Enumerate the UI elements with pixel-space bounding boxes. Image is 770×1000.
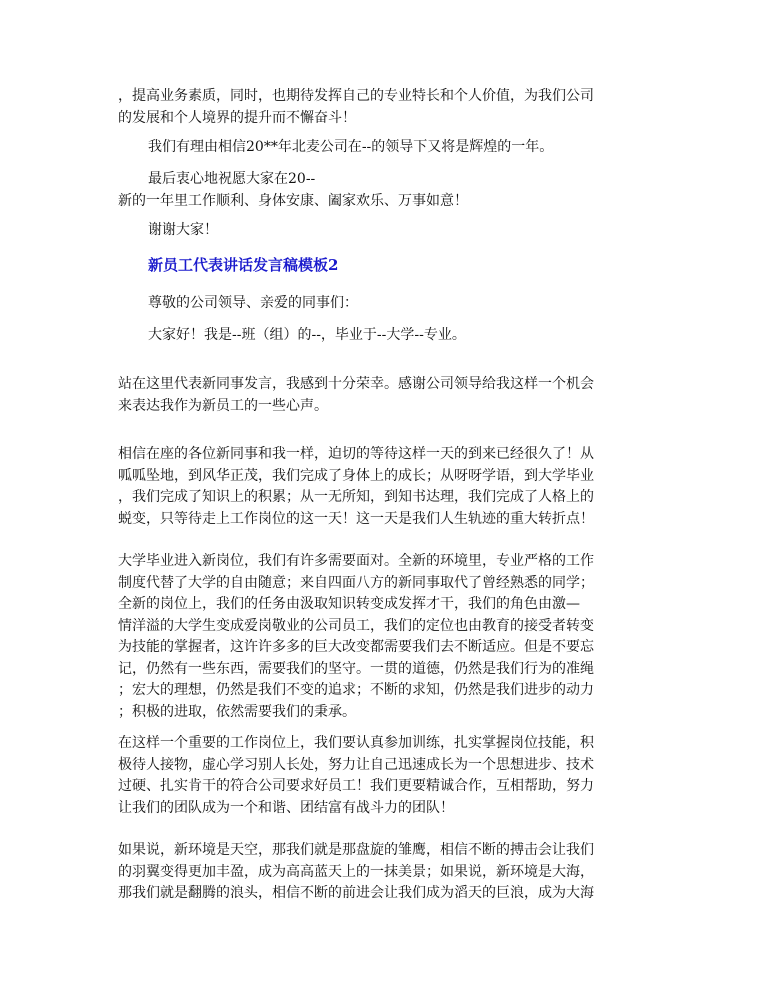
text-line: 来表达我作为新员工的一些心声。 <box>118 397 328 414</box>
text-line: 新的一年里工作顺利、身体安康、阖家欢乐、万事如意！ <box>118 192 468 209</box>
text-line: 我们有理由相信20**年北麦公司在--的领导下又将是辉煌的一年。 <box>148 139 554 155</box>
text-line: 尊敬的公司领导、亲爱的同事们： <box>148 295 358 311</box>
text-line: 在这样一个重要的工作岗位上，我们要认真参加训练，扎实掌握岗位技能，积 <box>118 735 594 751</box>
text-line: 的羽翼变得更加丰盈，成为高高蓝天上的一抹美景；如果说，新环境是大海， <box>118 863 594 880</box>
text-line: ；积极的进取，依然需要我们的秉承。 <box>118 703 356 720</box>
text-line: 那我们就是翻腾的浪头，相信不断的前进会让我们成为滔天的巨浪，成为大海 <box>118 885 594 901</box>
text-line: 全新的岗位上，我们的任务由汲取知识转变成发挥才干，我们的角色由激— <box>118 596 580 612</box>
greeting-paragraph <box>148 293 678 315</box>
text-line: 呱呱坠地，到风华正茂，我们完成了身体上的成长；从呀呀学语，到大学毕业 <box>118 467 594 484</box>
text-line: 为技能的掌握者，这许许多多的巨大改变都需要我们去不断适应。但是不要忘 <box>118 639 594 655</box>
body-paragraph-1 <box>118 374 648 417</box>
thanks-paragraph <box>148 220 678 242</box>
body-paragraph-4 <box>118 733 648 819</box>
body-paragraph-3 <box>118 551 648 723</box>
body-paragraph-5 <box>118 840 648 905</box>
intro-paragraph <box>118 86 648 129</box>
text-line: 极待人接物，虚心学习别人长处，努力让自己迅速成长为一个思想进步、技术 <box>118 756 594 773</box>
blessing-paragraph <box>118 169 648 212</box>
text-line: ；宏大的理想，仍然是我们不变的追求；不断的求知，仍然是我们进步的动力 <box>118 682 594 698</box>
text-line: 站在这里代表新同事发言，我感到十分荣幸。感谢公司领导给我这样一个机会 <box>118 376 594 392</box>
text-line: 蜕变，只等待走上工作岗位的这一天！这一天是我们人生轨迹的重大转折点！ <box>118 510 594 527</box>
text-line: ，提高业务素质，同时，也期待发挥自己的专业特长和个人价值，为我们公司 <box>118 88 594 104</box>
text-line: 制度代替了大学的自由随意；来自四面八方的新同事取代了曾经熟悉的同学； <box>118 574 594 591</box>
text-line: 如果说，新环境是天空，那我们就是那盘旋的雏鹰，相信不断的搏击会让我们 <box>118 842 594 858</box>
text-line: 记，仍然有一些东西，需要我们的坚守。一贯的道德，仍然是我们行为的准绳 <box>118 660 594 677</box>
text-line: 最后衷心地祝愿大家在20-- <box>148 171 316 187</box>
body-paragraph-2 <box>118 444 648 530</box>
text-line: 的发展和个人境界的提升而不懈奋斗！ <box>118 109 356 126</box>
text-line: 大学毕业进入新岗位，我们有许多需要面对。全新的环境里，专业严格的工作 <box>118 553 594 569</box>
text-line: 情洋溢的大学生变成爱岗敬业的公司员工，我们的定位也由教育的接受者转变 <box>118 617 594 634</box>
confidence-paragraph <box>148 137 678 159</box>
text-line: 谢谢大家！ <box>148 222 218 238</box>
self-intro-paragraph <box>148 325 678 347</box>
text-line: 过硬、扎实肯干的符合公司要求好员工！我们更要精诚合作，互相帮助，努力 <box>118 778 594 794</box>
text-line: 大家好！我是--班（组）的--，毕业于--大学--专业。 <box>148 327 466 343</box>
text-line: ，我们完成了知识上的积累；从一无所知，到知书达理，我们完成了人格上的 <box>118 489 594 505</box>
section-heading: 新员工代表讲话发言稿模板2 <box>148 256 339 274</box>
text-line: 让我们的团队成为一个和谐、团结富有战斗力的团队！ <box>118 799 454 816</box>
text-line: 相信在座的各位新同事和我一样，迫切的等待这样一天的到来已经很久了！从 <box>118 446 594 462</box>
